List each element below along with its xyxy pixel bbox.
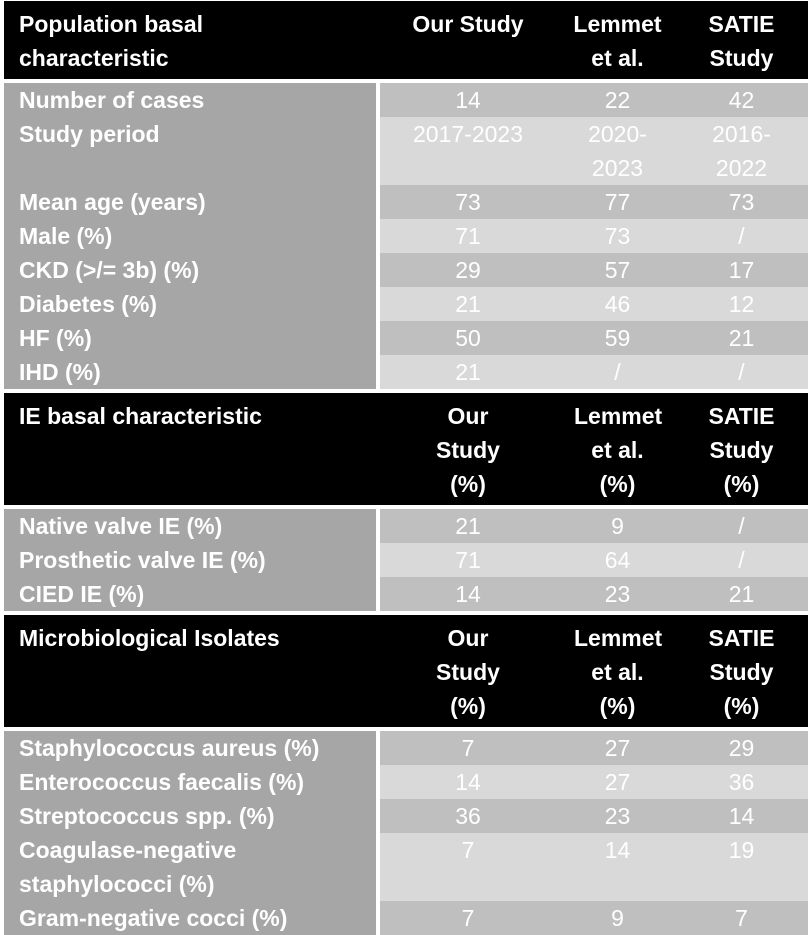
- header-col-lemmet: Lemmet et al.: [573, 11, 662, 71]
- header-row: [4, 615, 808, 727]
- row-label: Native valve IE (%): [4, 509, 380, 543]
- cell-lemmet: 77: [550, 185, 675, 219]
- cell-our-study: 7: [380, 833, 550, 901]
- header-label: IE basal characteristic: [19, 403, 262, 429]
- row-label: CIED IE (%): [4, 577, 380, 611]
- section-population: [4, 1, 808, 393]
- section-microbiological-isolates: [4, 615, 808, 935]
- header-col-lemmet: Lemmet et al. (%): [574, 403, 663, 497]
- cell-lemmet: 64: [550, 543, 675, 577]
- cell-lemmet: 57: [550, 253, 675, 287]
- cell-our-study: 29: [380, 253, 550, 287]
- table-row: [4, 117, 808, 185]
- table-row: [4, 901, 808, 935]
- section-ie-characteristics: [4, 393, 808, 615]
- cell-our-study: 21: [380, 355, 550, 389]
- cell-satie: 29: [675, 731, 808, 765]
- cell-satie: 2016-2022: [675, 117, 808, 185]
- cell-satie: 7: [675, 901, 808, 935]
- table-row: [4, 219, 808, 253]
- cell-our-study: 50: [380, 321, 550, 355]
- cell-satie: 19: [675, 833, 808, 901]
- cell-our-study: 14: [380, 765, 550, 799]
- cell-lemmet: 9: [550, 901, 675, 935]
- cell-lemmet: 14: [550, 833, 675, 901]
- row-label: Streptococcus spp. (%): [4, 799, 380, 833]
- header-col-satie: SATIE Study (%): [708, 625, 775, 719]
- header-row: [4, 393, 808, 505]
- header-col-our-study: Our Study (%): [436, 625, 500, 719]
- cell-our-study: 36: [380, 799, 550, 833]
- cell-satie: /: [675, 219, 808, 253]
- table-row: [4, 355, 808, 389]
- cell-our-study: 71: [380, 543, 550, 577]
- table-row: [4, 543, 808, 577]
- cell-satie: 21: [675, 321, 808, 355]
- cell-our-study: 7: [380, 731, 550, 765]
- row-label: Gram-negative cocci (%): [4, 901, 380, 935]
- row-label: Diabetes (%): [4, 287, 380, 321]
- header-label: Population basal characteristic: [19, 11, 204, 71]
- cell-satie: /: [675, 543, 808, 577]
- cell-satie: 42: [675, 83, 808, 117]
- header-col-our-study: Our Study: [412, 11, 524, 37]
- cell-lemmet: 2020-2023: [550, 117, 675, 185]
- cell-our-study: 21: [380, 509, 550, 543]
- cell-lemmet: 73: [550, 219, 675, 253]
- row-label: HF (%): [4, 321, 380, 355]
- table-row: [4, 253, 808, 287]
- table-row: [4, 185, 808, 219]
- row-label: Enterococcus faecalis (%): [4, 765, 380, 799]
- table-row: [4, 799, 808, 833]
- cell-our-study: 14: [380, 577, 550, 611]
- row-label: Male (%): [4, 219, 380, 253]
- table-row: [4, 833, 808, 901]
- cell-our-study: 14: [380, 83, 550, 117]
- table-row: [4, 83, 808, 117]
- table-row: [4, 287, 808, 321]
- cell-lemmet: 23: [550, 577, 675, 611]
- header-col-satie: SATIE Study (%): [708, 403, 775, 497]
- header-col-lemmet: Lemmet et al. (%): [574, 625, 663, 719]
- cell-lemmet: 22: [550, 83, 675, 117]
- table-row: [4, 765, 808, 799]
- cell-our-study: 7: [380, 901, 550, 935]
- header-col-satie: SATIE Study: [708, 11, 775, 71]
- table-row: [4, 731, 808, 765]
- cell-our-study: 2017-2023: [380, 117, 550, 185]
- header-col-our-study: Our Study (%): [436, 403, 500, 497]
- cell-lemmet: 23: [550, 799, 675, 833]
- cell-satie: 73: [675, 185, 808, 219]
- table-row: [4, 577, 808, 611]
- cell-satie: 36: [675, 765, 808, 799]
- row-label: IHD (%): [4, 355, 380, 389]
- cell-lemmet: 27: [550, 731, 675, 765]
- comparison-table: [4, 1, 808, 935]
- cell-satie: 21: [675, 577, 808, 611]
- cell-lemmet: 46: [550, 287, 675, 321]
- cell-satie: 17: [675, 253, 808, 287]
- row-label: Study period: [4, 117, 380, 185]
- row-label: Coagulase-negative staphylococci (%): [4, 833, 380, 901]
- row-label: CKD (>/= 3b) (%): [4, 253, 380, 287]
- cell-satie: /: [675, 509, 808, 543]
- header-label: Microbiological Isolates: [19, 625, 280, 651]
- cell-our-study: 73: [380, 185, 550, 219]
- cell-lemmet: 9: [550, 509, 675, 543]
- row-label: Staphylococcus aureus (%): [4, 731, 380, 765]
- row-label: Mean age (years): [4, 185, 380, 219]
- cell-satie: 14: [675, 799, 808, 833]
- cell-lemmet: 27: [550, 765, 675, 799]
- header-row: [4, 1, 808, 79]
- cell-satie: 12: [675, 287, 808, 321]
- cell-our-study: 21: [380, 287, 550, 321]
- row-label: Prosthetic valve IE (%): [4, 543, 380, 577]
- table-row: [4, 509, 808, 543]
- row-label: Number of cases: [4, 83, 380, 117]
- table-row: [4, 321, 808, 355]
- cell-lemmet: /: [550, 355, 675, 389]
- cell-lemmet: 59: [550, 321, 675, 355]
- cell-our-study: 71: [380, 219, 550, 253]
- cell-satie: /: [675, 355, 808, 389]
